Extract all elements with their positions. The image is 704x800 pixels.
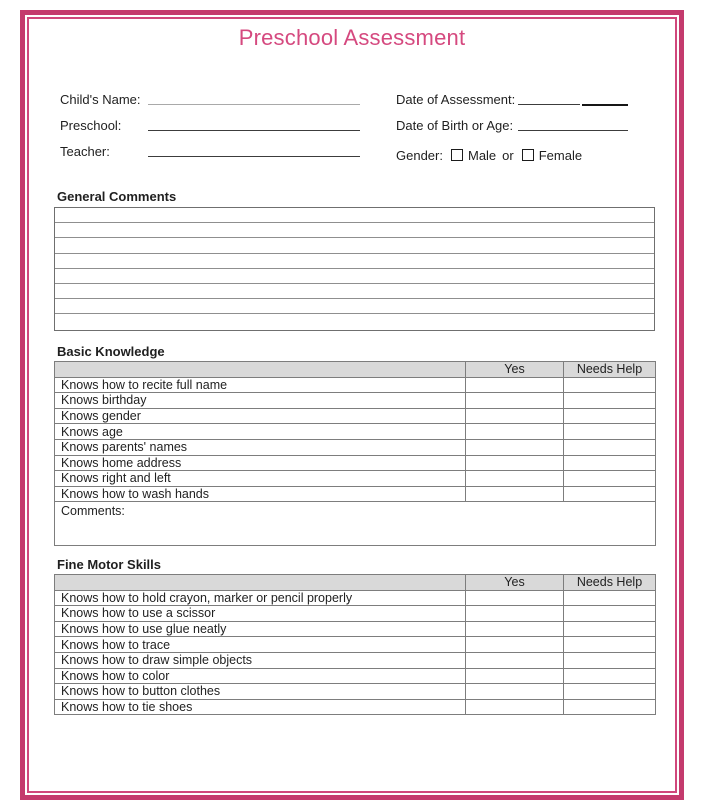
fine-motor-skills-heading: Fine Motor Skills xyxy=(57,557,162,572)
checklist-row xyxy=(55,621,656,637)
checklist-row xyxy=(55,471,656,487)
yes-cell[interactable] xyxy=(466,606,564,622)
needs-help-cell[interactable] xyxy=(564,590,656,606)
skill-label: Knows age xyxy=(55,424,466,440)
yes-cell[interactable] xyxy=(466,684,564,700)
comment-line[interactable] xyxy=(55,314,654,329)
female-label: Female xyxy=(538,147,583,163)
field-childs-name xyxy=(60,84,360,110)
gender-conjunction: or xyxy=(502,147,514,163)
date-of-birth-input-line[interactable] xyxy=(518,130,628,131)
checklist-row xyxy=(55,606,656,622)
yes-cell[interactable] xyxy=(466,377,564,393)
checklist-row xyxy=(55,668,656,684)
skill-label: Knows right and left xyxy=(55,471,466,487)
needs-help-column-header: Needs Help xyxy=(564,575,656,591)
field-date-of-assessment xyxy=(396,84,628,110)
checklist-header-row xyxy=(55,362,656,378)
skill-label: Knows how to draw simple objects xyxy=(55,652,466,668)
needs-help-cell[interactable] xyxy=(564,668,656,684)
checklist-row xyxy=(55,439,656,455)
checklist-row xyxy=(55,684,656,700)
yes-cell[interactable] xyxy=(466,590,564,606)
skill-label: Knows how to button clothes xyxy=(55,684,466,700)
needs-help-cell[interactable] xyxy=(564,684,656,700)
skill-label: Knows how to color xyxy=(55,668,466,684)
yes-cell[interactable] xyxy=(466,652,564,668)
male-label: Male xyxy=(467,147,497,163)
fields-left-column xyxy=(60,84,360,162)
needs-help-cell[interactable] xyxy=(564,471,656,487)
needs-help-cell[interactable] xyxy=(564,652,656,668)
yes-cell[interactable] xyxy=(466,471,564,487)
checklist-row xyxy=(55,590,656,606)
basic-knowledge-table xyxy=(54,361,656,546)
needs-help-cell[interactable] xyxy=(564,408,656,424)
comments-cell[interactable]: Comments: xyxy=(55,502,656,546)
yes-cell[interactable] xyxy=(466,637,564,653)
checklist-row xyxy=(55,377,656,393)
fields-right-column xyxy=(396,84,628,168)
skill-label: Knows how to hold crayon, marker or pencil properly xyxy=(55,590,466,606)
comment-line[interactable] xyxy=(55,208,654,223)
checklist-row xyxy=(55,393,656,409)
teacher-input-line[interactable] xyxy=(148,156,360,157)
male-checkbox[interactable] xyxy=(451,149,463,161)
comment-line[interactable] xyxy=(55,254,654,269)
skill-label: Knows gender xyxy=(55,408,466,424)
skill-label: Knows how to use glue neatly xyxy=(55,621,466,637)
yes-cell[interactable] xyxy=(466,439,564,455)
general-comments-heading: General Comments xyxy=(57,189,177,204)
skill-label: Knows how to trace xyxy=(55,637,466,653)
checklist-row xyxy=(55,408,656,424)
yes-cell[interactable] xyxy=(466,699,564,715)
date-of-birth-label: Date of Birth or Age: xyxy=(396,118,514,133)
preschool-label: Preschool: xyxy=(60,118,122,133)
childs-name-label: Child's Name: xyxy=(60,92,141,107)
needs-help-cell[interactable] xyxy=(564,486,656,502)
checklist-row xyxy=(55,699,656,715)
needs-help-cell[interactable] xyxy=(564,455,656,471)
needs-help-cell[interactable] xyxy=(564,377,656,393)
skill-label: Knows parents' names xyxy=(55,439,466,455)
checklist-row xyxy=(55,486,656,502)
teacher-label: Teacher: xyxy=(60,144,110,159)
checklist-row xyxy=(55,637,656,653)
needs-help-cell[interactable] xyxy=(564,424,656,440)
date-of-assessment-input-line[interactable] xyxy=(518,104,580,105)
skill-label: Knows how to wash hands xyxy=(55,486,466,502)
comment-line[interactable] xyxy=(55,284,654,299)
comment-line[interactable] xyxy=(55,223,654,238)
yes-cell[interactable] xyxy=(466,424,564,440)
yes-cell[interactable] xyxy=(466,668,564,684)
field-preschool xyxy=(60,110,360,136)
needs-help-column-header: Needs Help xyxy=(564,362,656,378)
yes-cell[interactable] xyxy=(466,455,564,471)
checklist-header-row xyxy=(55,575,656,591)
checklist-row xyxy=(55,652,656,668)
preschool-input-line[interactable] xyxy=(148,130,360,131)
date-of-assessment-line-end xyxy=(582,104,628,106)
fine-motor-skills-table xyxy=(54,574,656,715)
skill-label: Knows how to recite full name xyxy=(55,377,466,393)
needs-help-cell[interactable] xyxy=(564,699,656,715)
needs-help-cell[interactable] xyxy=(564,393,656,409)
page-title: Preschool Assessment xyxy=(238,25,466,50)
comments-row xyxy=(55,502,656,546)
skill-label: Knows home address xyxy=(55,455,466,471)
yes-column-header: Yes xyxy=(466,575,564,591)
comment-line[interactable] xyxy=(55,238,654,253)
gender-label: Gender: xyxy=(396,147,443,163)
childs-name-input-line[interactable] xyxy=(148,104,360,105)
checklist-row xyxy=(55,455,656,471)
item-column-header xyxy=(55,575,466,591)
skill-label: Knows how to use a scissor xyxy=(55,606,466,622)
yes-cell[interactable] xyxy=(466,393,564,409)
yes-cell[interactable] xyxy=(466,621,564,637)
skill-label: Knows birthday xyxy=(55,393,466,409)
comment-line[interactable] xyxy=(55,269,654,284)
female-checkbox[interactable] xyxy=(522,149,534,161)
checklist-row xyxy=(55,424,656,440)
needs-help-cell[interactable] xyxy=(564,621,656,637)
item-column-header xyxy=(55,362,466,378)
date-of-assessment-label: Date of Assessment: xyxy=(396,92,516,107)
basic-knowledge-heading: Basic Knowledge xyxy=(57,344,165,359)
field-teacher xyxy=(60,136,360,162)
needs-help-cell[interactable] xyxy=(564,606,656,622)
needs-help-cell[interactable] xyxy=(564,439,656,455)
yes-cell[interactable] xyxy=(466,408,564,424)
skill-label: Knows how to tie shoes xyxy=(55,699,466,715)
field-gender xyxy=(396,136,628,168)
field-date-of-birth xyxy=(396,110,628,136)
comment-line[interactable] xyxy=(55,299,654,314)
general-comments-box xyxy=(54,207,655,331)
yes-column-header: Yes xyxy=(466,362,564,378)
yes-cell[interactable] xyxy=(466,486,564,502)
needs-help-cell[interactable] xyxy=(564,637,656,653)
